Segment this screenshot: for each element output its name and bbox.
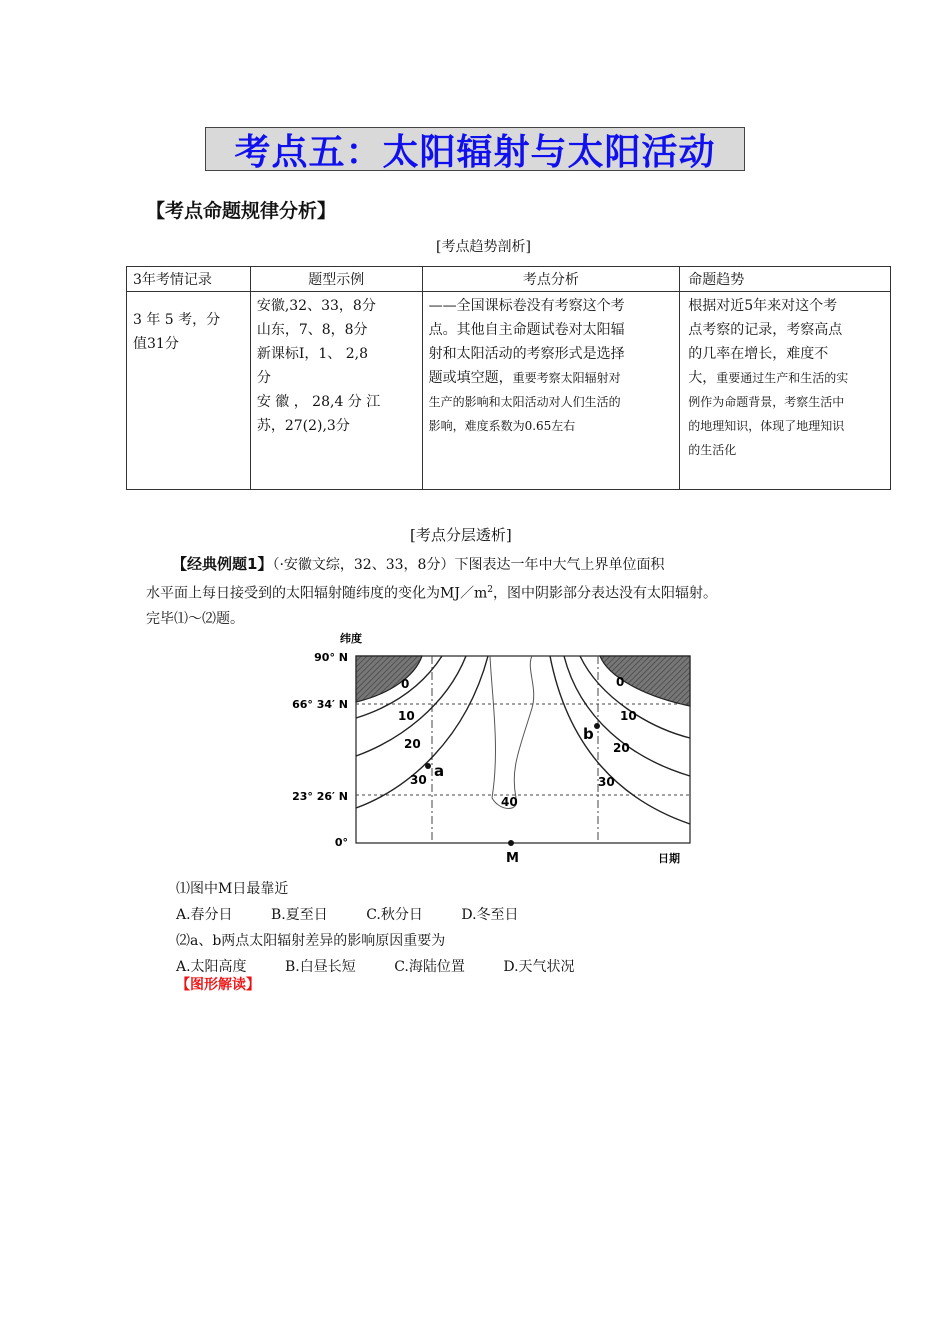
title-box (205, 127, 745, 171)
cell-trend: 根据对近5年来对这个考 点考察的记录，考察高点 的几率在增长，难度不 大，重要通过生产和生活的实 例作为命题背景，考察生活中 的地理知识，体现了地理知识 的生活化 (680, 292, 891, 490)
contour-label-left-20: 20 (404, 737, 421, 751)
ytick-90: 90° N (314, 651, 348, 664)
section-heading: 【考点命题规律分析】 (146, 200, 337, 222)
table-header-row (127, 267, 891, 292)
q1-option-a: A.春分日 (176, 907, 233, 923)
contour-40 (490, 656, 534, 809)
trend-caption: [考点趋势剖析] (436, 239, 531, 255)
example-text: 【经典例题1】（·安徽文综，32、33，8分）下图表达一年中大气上界单位面积 水平面上每日接受到的太阳辐射随纬度的变化为$MJ/m^2$，图中阴影部分表达没有太阳辐射。 完毕⑴～⑵题。 (146, 555, 717, 627)
question-1-options (176, 902, 609, 928)
point-b-label: b (583, 725, 594, 743)
shade-left (356, 656, 422, 702)
contour-label-left-30: 30 (410, 773, 427, 787)
page-title: 考点五：太阳辐射与太阳活动 (234, 130, 716, 173)
point-a-label: a (434, 762, 445, 780)
ytick-23: 23° 26′ N (292, 790, 348, 803)
cell-analysis: ——全国课标卷没有考察这个考 点。其他自主命题试卷对太阳辐 射和太阳活动的考察形式是选择 题或填空题，重要考察太阳辐射对 生产的影响和太阳活动对人们生活的 影响，难度系数为0.65左右 (422, 292, 680, 490)
q2-option-a: A.太阳高度 (176, 959, 247, 975)
question-1: ⑴图中M日最靠近 (176, 881, 289, 897)
contour-label-left-10: 10 (398, 709, 415, 723)
radiation-chart (270, 628, 700, 868)
m-marker-label: M (506, 851, 519, 866)
cell-examples: 安徽,32、33，8分 山东，7、8，8分 新课标Ⅰ，1、 2,8 分 安 徽 ， 28,4 分 江 苏，27(2),3分 (250, 292, 422, 490)
ytick-0: 0° (334, 836, 348, 849)
y-axis-label: 纬度 (340, 632, 362, 645)
q2-option-c: C.海陆位置 (394, 959, 465, 975)
q1-option-b: B.夏至日 (271, 907, 328, 923)
exam-table (126, 266, 891, 490)
x-axis-label: 日期 (658, 852, 680, 865)
header-examples: 题型示例 (250, 267, 422, 292)
ytick-66: 66° 34′ N (292, 698, 348, 711)
contour-label-right-0: 0 (616, 675, 625, 689)
cell-record: 3 年 5 考，分 值31分 (127, 292, 251, 490)
header-analysis: 考点分析 (422, 267, 680, 292)
contour-label-right-20: 20 (613, 741, 630, 755)
questions (176, 876, 609, 980)
layer-caption: [考点分层透析] (410, 526, 512, 544)
q1-option-c: C.秋分日 (366, 907, 423, 923)
q1-option-d: D.冬至日 (461, 907, 519, 923)
header-trend: 命题趋势 (680, 267, 891, 292)
contour-label-40: 40 (501, 795, 518, 809)
q2-option-d: D.天气状况 (503, 959, 575, 975)
point-b-dot (594, 723, 600, 729)
contour-label-right-30: 30 (598, 775, 615, 789)
m-marker-dot (508, 840, 514, 846)
header-record: 3年考情记录 (127, 267, 251, 292)
question-2: ⑵a、b两点太阳辐射差异的影响原因重要为 (176, 933, 446, 949)
figure-reading-heading: 【图形解读】 (176, 977, 260, 993)
example-label: 【经典例题1】 (172, 555, 273, 573)
table-row (127, 292, 891, 490)
contour-label-left-0: 0 (401, 677, 410, 691)
contour-label-right-10: 10 (620, 709, 637, 723)
q2-option-b: B.白昼长短 (285, 959, 356, 975)
point-a-dot (425, 763, 431, 769)
